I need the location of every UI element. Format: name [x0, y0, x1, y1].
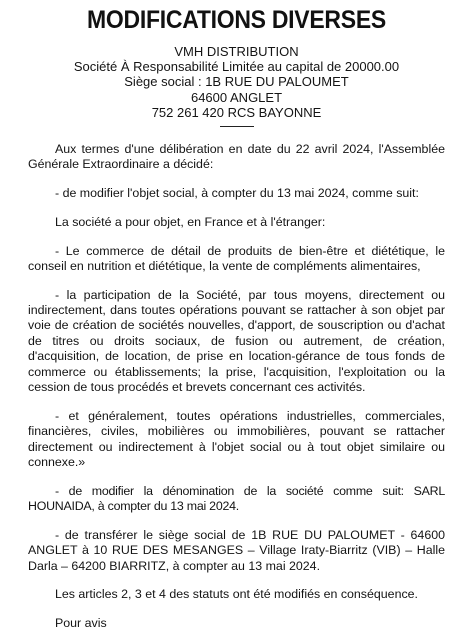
paragraph-purpose-intro: La société a pour objet, en France et à l'étranger:	[55, 214, 326, 229]
notice-body	[28, 142, 445, 631]
paragraph-articles-modified: Les articles 2, 3 et 4 des statuts ont été modifiés en conséquence.	[55, 587, 418, 602]
company-seat-street: Siège social : 1B RUE DU PALOUMET	[124, 74, 349, 90]
header-separator	[220, 126, 254, 127]
paragraph-deliberation: Aux termes d'une délibération en date du 22 avril 2024, l'Assemblée Générale Extraordinaire a décidé:	[28, 142, 445, 172]
company-registration: 752 261 420 RCS BAYONNE	[151, 104, 322, 120]
paragraph-modify-purpose: - de modifier l'objet social, à compter du 13 mai 2024, comme suit:	[55, 186, 419, 201]
paragraph-rename: - de modifier la dénomination de la société comme suit: SARL HOUNAIDA, à compter du 13 mai 2024.	[28, 483, 445, 514]
paragraph-purpose-retail: - Le commerce de détail de produits de bien-être et diététique, le conseil en nutrition et diététique, la vente de compléments alimentaires,	[28, 243, 445, 273]
company-form-capital: Société À Responsabilité Limitée au capital de 20000.00	[73, 59, 400, 75]
company-name: VMH DISTRIBUTION	[174, 44, 299, 59]
notice-title: MODIFICATIONS DIVERSES	[87, 6, 386, 34]
company-header	[28, 44, 445, 120]
company-seat-city: 64600 ANGLET	[190, 89, 283, 105]
paragraph-pour-avis: Pour avis	[55, 616, 107, 631]
paragraph-purpose-general: - et généralement, toutes opérations industrielles, commerciales, financières, civiles, mobilières ou immobilières, pouvant se rattacher directement ou indirectement à l'objet social ou à tout objet similaire ou connexe.»	[28, 408, 445, 469]
paragraph-purpose-participation: - la participation de la Société, par tous moyens, directement ou indirectement, dans toutes opérations pouvant se rattacher à son objet par voie de création de sociétés nouvelles, d'apport, de souscription ou d'achat de titres ou droits sociaux, de fusion ou autrement, de création, d'acquisition, de location, de prise en location-gérance de tous fonds de commerce ou établissements; la prise, l'acquisition, l'exploitation ou la cession de tous procédés et brevets concernant ces activités.	[28, 287, 445, 395]
paragraph-transfer-seat: - de transférer le siège social de 1B RUE DU PALOUMET - 64600 ANGLET à 10 RUE DES MESANGES – Village Iraty-Biarritz (VIB) – Halle Darla – 64200 BIARRITZ, à compter au 13 mai 2024.	[28, 527, 445, 573]
